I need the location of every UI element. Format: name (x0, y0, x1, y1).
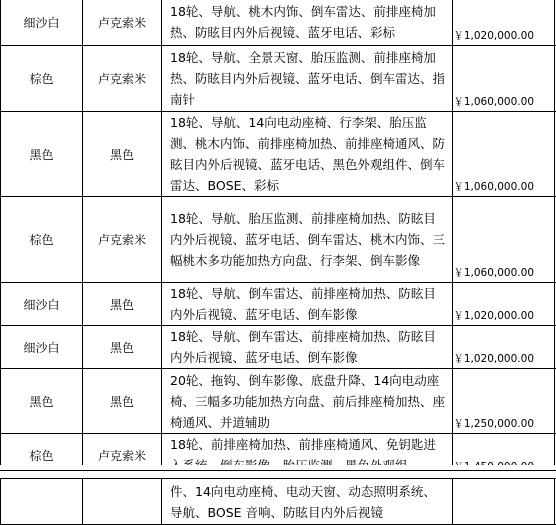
table-row (1, 0, 556, 46)
table-body (1, 0, 556, 477)
exterior-color-cell: 棕色 (1, 434, 83, 477)
configuration-cell: 18轮、导航、倒车雷达、前排座椅加热、防眩目内外后视镜、蓝牙电话、倒车影像 (162, 326, 453, 369)
configuration-cell: 18轮、导航、桃木内饰、倒车雷达、前排座椅加热、防眩目内外后视镜、蓝牙电话、彩标 (162, 0, 453, 46)
exterior-color-cell: 棕色 (1, 46, 83, 112)
continuation-table (0, 478, 556, 525)
exterior-color-cell: 黑色 (1, 369, 83, 434)
price-cell: ￥1,020,000.00 (453, 283, 555, 326)
configuration-cell: 18轮、导航、14向电动座椅、行李架、胎压监测、桃木内饰、前排座椅加热、前排座椅通风、防眩目内外后视镜、蓝牙电话、黑色外观组件、倒车雷达、BOSE、彩标 (162, 112, 453, 197)
interior-color-cell (83, 479, 162, 525)
price-cell: ￥1,020,000.00 (453, 0, 555, 46)
configuration-cell: 18轮、前排座椅加热、前排座椅通风、免钥匙进 (162, 434, 453, 477)
table-row (1, 197, 556, 283)
price-cell (453, 479, 555, 525)
page-break-line (0, 470, 556, 471)
price-cell: ￥1,060,000.00 (453, 46, 555, 112)
interior-color-cell: 黑色 (83, 283, 162, 326)
price-cell: ￥1,060,000.00 (453, 197, 555, 283)
interior-color-cell: 黑色 (83, 112, 162, 197)
interior-color-cell: 卢克索米 (83, 197, 162, 283)
price-cell: ￥1,060,000.00 (453, 112, 555, 197)
exterior-color-cell: 黑色 (1, 112, 83, 197)
table-row (1, 479, 556, 525)
price-cell: ￥1,020,000.00 (453, 326, 555, 369)
table-row (1, 283, 556, 326)
exterior-color-cell: 细沙白 (1, 283, 83, 326)
configuration-cell: 18轮、导航、全景天窗、胎压监测、前排座椅加热、防眩目内外后视镜、蓝牙电话、倒车雷达、指南针 (162, 46, 453, 112)
interior-color-cell: 卢克索米 (83, 434, 162, 477)
interior-color-cell: 黑色 (83, 326, 162, 369)
exterior-color-cell (1, 479, 83, 525)
exterior-color-cell: 棕色 (1, 197, 83, 283)
price-cell: ￥1,250,000.00 (453, 369, 555, 434)
configuration-cell: 18轮、导航、倒车雷达、前排座椅加热、防眩目内外后视镜、蓝牙电话、倒车影像 (162, 283, 453, 326)
page-break-gap (0, 465, 556, 478)
table-row (1, 326, 556, 369)
interior-color-cell: 黑色 (83, 369, 162, 434)
configuration-cell: 18轮、导航、胎压监测、前排座椅加热、防眩目内外后视镜、蓝牙电话、倒车雷达、桃木内饰、三幅桃木多功能加热方向盘、行李架、倒车影像 (162, 197, 453, 283)
interior-color-cell: 卢克索米 (83, 46, 162, 112)
interior-color-cell: 卢克索米 (83, 0, 162, 46)
exterior-color-cell: 细沙白 (1, 0, 83, 46)
exterior-color-cell: 细沙白 (1, 326, 83, 369)
table-row (1, 112, 556, 197)
configuration-cell: 20轮、拖钩、倒车影像、底盘升降、14向电动座椅、三幅多功能加热方向盘、前后排座椅加热、座椅通风、并道辅助 (162, 369, 453, 434)
table-row (1, 369, 556, 434)
table-row (1, 46, 556, 112)
configuration-cell: 件、14向电动座椅、电动天窗、动态照明系统、导航、BOSE 音响、防眩目内外后视镜 (162, 479, 453, 525)
